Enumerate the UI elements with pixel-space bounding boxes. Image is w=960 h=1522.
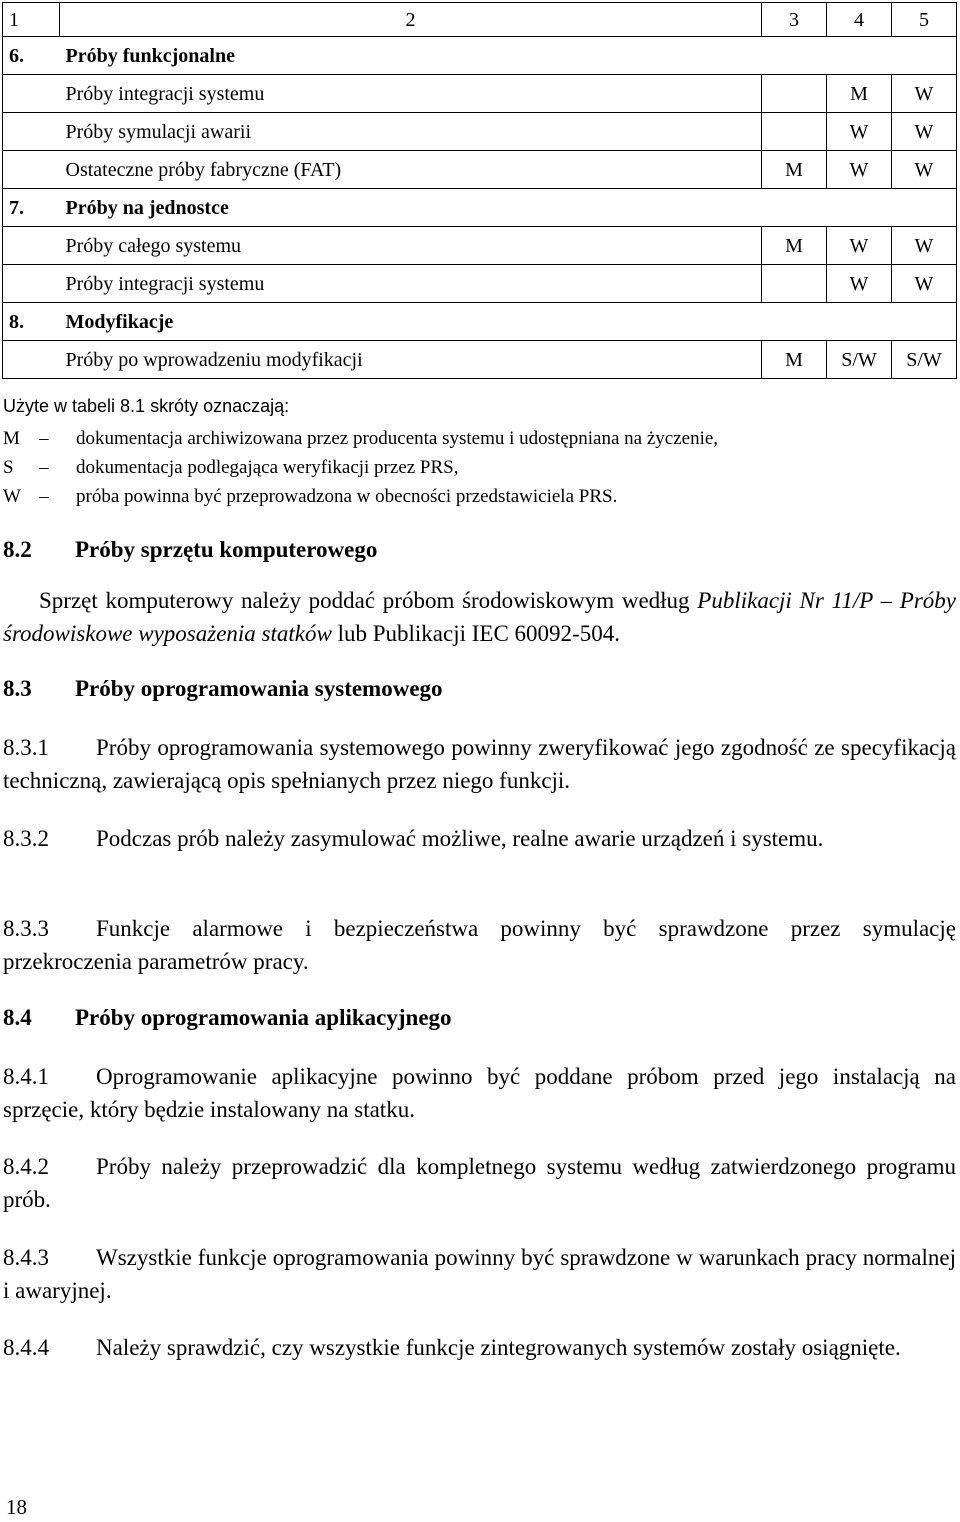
table-group-row: [3, 37, 957, 75]
table-row: [3, 151, 957, 189]
cell-col-3: [762, 265, 827, 303]
table-row: [3, 265, 957, 303]
header-col-1: 1: [3, 3, 60, 37]
test-name: Próby integracji systemu: [60, 265, 762, 303]
paragraph-text: Funkcje alarmowe i bezpieczeństwa powinny być sprawdzone przez symulację przekroczenia parametrów pracy.: [3, 916, 956, 974]
header-col-2: 2: [60, 3, 762, 37]
cell-col-4: W: [827, 113, 892, 151]
group-title: Próby na jednostce: [60, 189, 957, 227]
section-number: 8.3: [3, 676, 32, 701]
section-number: 8.2: [3, 537, 32, 562]
section-heading: [3, 1005, 452, 1031]
header-col-5: 5: [892, 3, 957, 37]
group-title: Próby funkcjonalne: [60, 37, 957, 75]
paragraph-number: 8.4.2: [3, 1154, 49, 1179]
table-row: [3, 341, 957, 379]
section-heading: [3, 676, 443, 702]
paragraph-number: 8.3.2: [3, 826, 49, 851]
section-number: 8.4: [3, 1005, 32, 1030]
cell-col-3: M: [762, 341, 827, 379]
cell-col-4: W: [827, 265, 892, 303]
paragraph-text: Próby należy przeprowadzić dla kompletnego systemu według zatwierdzonego programu prób.: [3, 1154, 956, 1212]
table-header-row: [3, 3, 957, 37]
paragraph: [3, 1150, 956, 1216]
legend-abbr: W: [3, 486, 21, 507]
group-number: 6.: [3, 37, 60, 75]
paragraph-number: 8.3.3: [3, 916, 49, 941]
group-number: 8.: [3, 303, 60, 341]
table-group-row: [3, 189, 957, 227]
cell-col-4: S/W: [827, 341, 892, 379]
legend-abbr: M: [3, 428, 20, 449]
cell-col-5: W: [892, 227, 957, 265]
legend-desc: próba powinna być przeprowadzona w obecności przedstawiciela PRS.: [76, 486, 618, 507]
publication-reference: Publikacji Nr 11/P – Próby środowiskowe wyposażenia statków: [3, 588, 956, 646]
cell-col-3: M: [762, 151, 827, 189]
legend-dash: –: [39, 486, 49, 507]
cell-col-4: W: [827, 151, 892, 189]
legend-abbr: S: [3, 457, 14, 478]
table-row: [3, 113, 957, 151]
paragraph-number: 8.4.3: [3, 1245, 49, 1270]
paragraph: [3, 912, 956, 978]
cell-col-3: M: [762, 227, 827, 265]
legend-desc: dokumentacja podlegająca weryfikacji przez PRS,: [76, 457, 459, 478]
header-col-3: 3: [762, 3, 827, 37]
paragraph-text: Sprzęt komputerowy należy poddać próbom środowiskowym według: [39, 588, 698, 613]
legend-dash: –: [39, 457, 49, 478]
paragraph: [3, 1060, 956, 1126]
test-name: Próby po wprowadzeniu modyfikacji: [60, 341, 762, 379]
section-title: Próby sprzętu komputerowego: [75, 537, 378, 562]
table-group-row: [3, 303, 957, 341]
paragraph-number: 8.4.4: [3, 1335, 49, 1360]
cell-col-5: W: [892, 151, 957, 189]
test-requirements-table: [2, 2, 957, 379]
test-name: Ostateczne próby fabryczne (FAT): [60, 151, 762, 189]
legend-dash: –: [39, 428, 49, 449]
paragraph: [3, 584, 956, 650]
paragraph: [3, 1241, 956, 1307]
test-name: Próby całego systemu: [60, 227, 762, 265]
section-heading: [3, 537, 377, 563]
page-number: 18: [6, 1495, 27, 1519]
table-row: [3, 227, 957, 265]
section-title: Próby oprogramowania systemowego: [75, 676, 443, 701]
cell-col-5: W: [892, 75, 957, 113]
section-title: Próby oprogramowania aplikacyjnego: [75, 1005, 452, 1030]
paragraph-text: Podczas prób należy zasymulować możliwe, realne awarie urządzeń i systemu.: [96, 826, 824, 851]
table-row: [3, 75, 957, 113]
legend-intro: Użyte w tabeli 8.1 skróty oznaczają:: [3, 396, 290, 416]
group-number: 7.: [3, 189, 60, 227]
cell-col-5: W: [892, 113, 957, 151]
paragraph: [3, 822, 956, 855]
group-title: Modyfikacje: [60, 303, 957, 341]
paragraph-text: Oprogramowanie aplikacyjne powinno być poddane próbom przed jego instalacją na sprzęcie, który będzie instalowany na statku.: [3, 1064, 956, 1122]
cell-col-3: [762, 113, 827, 151]
paragraph-text: Należy sprawdzić, czy wszystkie funkcje zintegrowanych systemów zostały osiągnięte.: [96, 1335, 901, 1360]
cell-col-3: [762, 75, 827, 113]
paragraph: [3, 1331, 956, 1364]
paragraph-text: lub Publikacji IEC 60092-504.: [331, 621, 620, 646]
cell-col-5: W: [892, 265, 957, 303]
cell-col-4: W: [827, 227, 892, 265]
cell-col-5: S/W: [892, 341, 957, 379]
paragraph-text: Próby oprogramowania systemowego powinny zweryfikować jego zgodność ze specyfikacją techniczną, zawierającą opis spełnianych przez niego funkcji.: [3, 735, 956, 793]
paragraph-number: 8.3.1: [3, 735, 49, 760]
test-name: Próby symulacji awarii: [60, 113, 762, 151]
test-name: Próby integracji systemu: [60, 75, 762, 113]
header-col-4: 4: [827, 3, 892, 37]
paragraph-text: Wszystkie funkcje oprogramowania powinny być sprawdzone w warunkach pracy normalnej i awaryjnej.: [3, 1245, 956, 1303]
paragraph-number: 8.4.1: [3, 1064, 49, 1089]
legend-desc: dokumentacja archiwizowana przez producenta systemu i udostępniana na życzenie,: [76, 428, 719, 449]
paragraph: [3, 731, 956, 797]
cell-col-4: M: [827, 75, 892, 113]
